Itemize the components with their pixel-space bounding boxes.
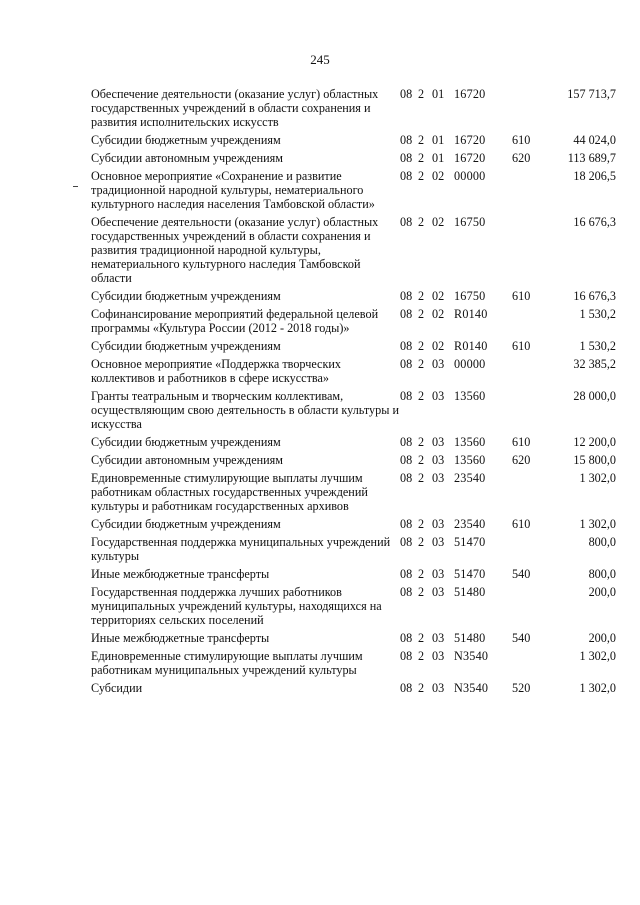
row-section-code: 08 — [400, 357, 413, 371]
row-amount: 157 713,7 — [567, 87, 616, 101]
row-expense-type-code: 520 — [512, 681, 531, 695]
row-name: Обеспечение деятельности (оказание услуг) областных государственных учреждений в области сохранения и развития традиционной народной культуры, нематериального культурного наследия Тамбовской области — [91, 215, 379, 285]
row-direction-code: 00000 — [454, 169, 486, 183]
row-program-code: 2 — [418, 453, 425, 467]
row-subprogram-code: 03 — [432, 471, 445, 485]
row-section-code: 08 — [400, 567, 413, 581]
row-direction-code: 16750 — [454, 215, 486, 229]
row-section-code: 08 — [400, 169, 413, 183]
row-name: Софинансирование мероприятий федеральной целевой программы «Культура России (2012 - 2018 годы)» — [91, 307, 379, 335]
row-amount: 1 302,0 — [579, 681, 616, 695]
row-name: Единовременные стимулирующие выплаты лучшим работникам муниципальных учреждений культуры — [91, 649, 363, 677]
row-program-code: 2 — [418, 471, 425, 485]
row-subprogram-code: 03 — [432, 357, 445, 371]
table-row — [91, 389, 616, 431]
table-row — [91, 133, 616, 147]
row-program-code: 2 — [418, 389, 425, 403]
row-direction-code: 13560 — [454, 389, 486, 403]
row-amount: 1 302,0 — [579, 649, 616, 663]
row-subprogram-code: 03 — [432, 389, 445, 403]
table-row — [91, 339, 616, 353]
row-amount: 1 530,2 — [579, 339, 616, 353]
row-name: Иные межбюджетные трансферты — [91, 631, 270, 645]
row-program-code: 2 — [418, 535, 425, 549]
row-section-code: 08 — [400, 389, 413, 403]
table-row — [91, 453, 616, 467]
row-subprogram-code: 03 — [432, 453, 445, 467]
row-amount: 12 200,0 — [573, 435, 616, 449]
row-amount: 16 676,3 — [573, 215, 616, 229]
row-name: Обеспечение деятельности (оказание услуг) областных государственных учреждений в области сохранения и развития исполнительских искусств — [91, 87, 379, 129]
row-program-code: 2 — [418, 307, 425, 321]
row-subprogram-code: 03 — [432, 585, 445, 599]
row-name: Субсидии — [91, 681, 143, 695]
row-direction-code: N3540 — [454, 649, 489, 663]
row-subprogram-code: 03 — [432, 435, 445, 449]
row-amount: 44 024,0 — [573, 133, 616, 147]
row-subprogram-code: 03 — [432, 649, 445, 663]
row-subprogram-code: 03 — [432, 567, 445, 581]
table-row — [91, 215, 616, 285]
row-expense-type-code: 540 — [512, 631, 531, 645]
row-section-code: 08 — [400, 289, 413, 303]
row-expense-type-code: 610 — [512, 133, 531, 147]
row-amount: 15 800,0 — [573, 453, 616, 467]
row-section-code: 08 — [400, 517, 413, 531]
table-row — [91, 631, 616, 645]
row-program-code: 2 — [418, 133, 425, 147]
table-row — [91, 471, 616, 513]
row-program-code: 2 — [418, 339, 425, 353]
row-name: Основное мероприятие «Поддержка творческих коллективов и работников в сфере искусства» — [91, 357, 341, 385]
row-subprogram-code: 03 — [432, 631, 445, 645]
row-amount: 200,0 — [588, 585, 616, 599]
row-name: Субсидии бюджетным учреждениям — [91, 289, 281, 303]
row-name: Субсидии бюджетным учреждениям — [91, 517, 281, 531]
row-direction-code: 51480 — [454, 631, 486, 645]
row-section-code: 08 — [400, 453, 413, 467]
row-direction-code: 16720 — [454, 151, 486, 165]
row-direction-code: R0140 — [454, 339, 488, 353]
table-row — [91, 357, 616, 385]
row-direction-code: 16720 — [454, 133, 486, 147]
row-program-code: 2 — [418, 169, 425, 183]
row-amount: 200,0 — [588, 631, 616, 645]
row-program-code: 2 — [418, 649, 425, 663]
row-amount: 1 530,2 — [579, 307, 616, 321]
table-row — [91, 585, 616, 627]
row-expense-type-code: 620 — [512, 453, 531, 467]
row-program-code: 2 — [418, 151, 425, 165]
row-subprogram-code: 03 — [432, 681, 445, 695]
row-section-code: 08 — [400, 307, 413, 321]
row-program-code: 2 — [418, 215, 425, 229]
row-amount: 1 302,0 — [579, 471, 616, 485]
row-direction-code: 16750 — [454, 289, 486, 303]
row-section-code: 08 — [400, 151, 413, 165]
row-amount: 800,0 — [588, 535, 616, 549]
row-section-code: 08 — [400, 649, 413, 663]
row-subprogram-code: 02 — [432, 215, 445, 229]
row-subprogram-code: 01 — [432, 133, 445, 147]
row-subprogram-code: 01 — [432, 87, 445, 101]
row-expense-type-code: 610 — [512, 435, 531, 449]
budget-table — [91, 87, 616, 699]
row-section-code: 08 — [400, 435, 413, 449]
row-name: Гранты театральным и творческим коллективам, осуществляющим свою деятельность в области культуры и искусства — [91, 389, 399, 431]
row-name: Субсидии бюджетным учреждениям — [91, 133, 281, 147]
row-subprogram-code: 02 — [432, 339, 445, 353]
row-name: Субсидии бюджетным учреждениям — [91, 435, 281, 449]
row-subprogram-code: 02 — [432, 289, 445, 303]
row-expense-type-code: 620 — [512, 151, 531, 165]
row-expense-type-code: 610 — [512, 339, 531, 353]
row-section-code: 08 — [400, 87, 413, 101]
row-name: Иные межбюджетные трансферты — [91, 567, 270, 581]
row-section-code: 08 — [400, 631, 413, 645]
row-amount: 18 206,5 — [573, 169, 616, 183]
row-direction-code: 13560 — [454, 453, 486, 467]
row-subprogram-code: 03 — [432, 517, 445, 531]
table-row — [91, 681, 616, 695]
margin-mark — [73, 186, 78, 187]
row-name: Единовременные стимулирующие выплаты лучшим работникам областных государственных учреждений культуры и работникам государственных архивов — [91, 471, 368, 513]
row-name: Субсидии бюджетным учреждениям — [91, 339, 281, 353]
row-section-code: 08 — [400, 215, 413, 229]
table-row — [91, 435, 616, 449]
row-expense-type-code: 540 — [512, 567, 531, 581]
row-direction-code: N3540 — [454, 681, 489, 695]
row-direction-code: 23540 — [454, 471, 486, 485]
table-row — [91, 169, 616, 211]
row-program-code: 2 — [418, 87, 425, 101]
row-direction-code: 13560 — [454, 435, 486, 449]
row-amount: 800,0 — [588, 567, 616, 581]
row-expense-type-code: 610 — [512, 289, 531, 303]
row-amount: 113 689,7 — [567, 151, 616, 165]
row-subprogram-code: 02 — [432, 169, 445, 183]
row-subprogram-code: 03 — [432, 535, 445, 549]
row-section-code: 08 — [400, 339, 413, 353]
row-subprogram-code: 02 — [432, 307, 445, 321]
row-expense-type-code: 610 — [512, 517, 531, 531]
row-direction-code: 51470 — [454, 535, 486, 549]
row-direction-code: 00000 — [454, 357, 486, 371]
row-name: Субсидии автономным учреждениям — [91, 151, 283, 165]
row-section-code: 08 — [400, 133, 413, 147]
table-row — [91, 535, 616, 563]
table-row — [91, 151, 616, 165]
row-program-code: 2 — [418, 631, 425, 645]
row-name: Основное мероприятие «Сохранение и развитие традиционной народной культуры, нематериального культурного наследия населения Тамбовской области» — [91, 169, 375, 211]
row-amount: 16 676,3 — [573, 289, 616, 303]
row-section-code: 08 — [400, 471, 413, 485]
row-name: Государственная поддержка лучших работников муниципальных учреждений культуры, находящихся на территориях сельских поселений — [91, 585, 382, 627]
row-program-code: 2 — [418, 435, 425, 449]
table-row — [91, 307, 616, 335]
row-program-code: 2 — [418, 289, 425, 303]
row-direction-code: 16720 — [454, 87, 486, 101]
row-name: Субсидии автономным учреждениям — [91, 453, 283, 467]
row-program-code: 2 — [418, 585, 425, 599]
row-program-code: 2 — [418, 567, 425, 581]
table-row — [91, 567, 616, 581]
row-section-code: 08 — [400, 535, 413, 549]
row-subprogram-code: 01 — [432, 151, 445, 165]
row-program-code: 2 — [418, 357, 425, 371]
row-amount: 28 000,0 — [573, 389, 616, 403]
row-program-code: 2 — [418, 681, 425, 695]
table-row — [91, 517, 616, 531]
row-name: Государственная поддержка муниципальных учреждений культуры — [91, 535, 391, 563]
table-row — [91, 289, 616, 303]
row-direction-code: 51480 — [454, 585, 486, 599]
row-amount: 1 302,0 — [579, 517, 616, 531]
row-amount: 32 385,2 — [573, 357, 616, 371]
row-direction-code: R0140 — [454, 307, 488, 321]
table-row — [91, 649, 616, 677]
row-direction-code: 51470 — [454, 567, 486, 581]
row-direction-code: 23540 — [454, 517, 486, 531]
row-program-code: 2 — [418, 517, 425, 531]
row-section-code: 08 — [400, 681, 413, 695]
table-row — [91, 87, 616, 129]
page-number: 245 — [310, 52, 330, 67]
row-section-code: 08 — [400, 585, 413, 599]
